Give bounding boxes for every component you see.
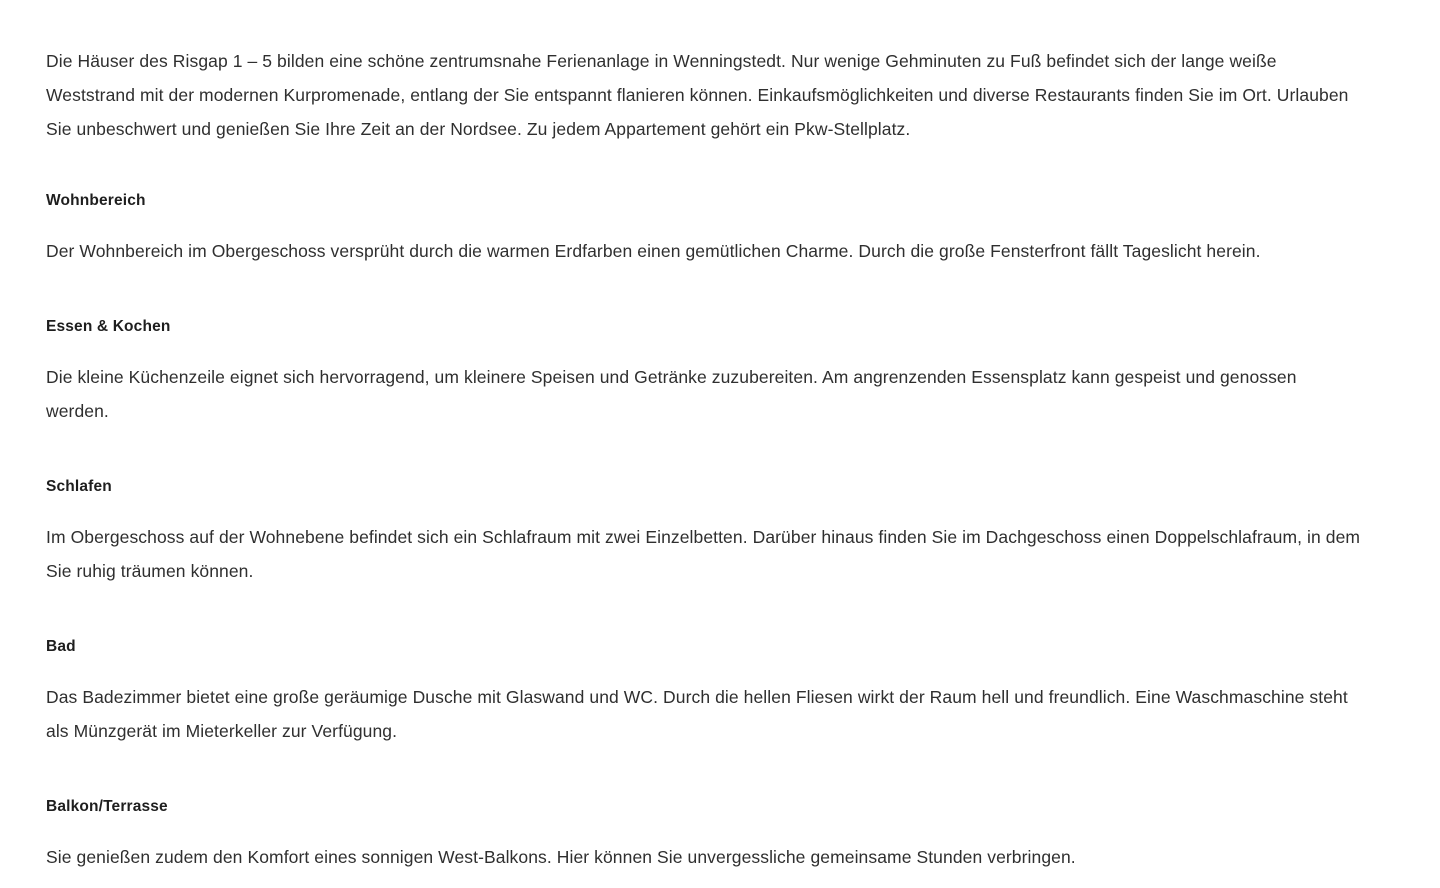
spacer-heading-essen-kochen (46, 338, 1366, 360)
spacer-heading-schlafen (46, 498, 1366, 520)
section-heading-wohnbereich: Wohnbereich (46, 192, 146, 209)
section-wohnbereich (46, 190, 1366, 268)
section-paragraph-balkon-terrasse: Sie genießen zudem den Komfort eines sonnigen West-Balkons. Hier können Sie unvergessliche gemeinsame Stunden verbringen. (46, 847, 1076, 867)
section-paragraph-bad: Das Badezimmer bietet eine große geräumige Dusche mit Glaswand und WC. Durch die hellen Fliesen wirkt der Raum hell und freundlich. Eine Waschmaschine steht als Münzgerät im Mieterkeller zur Verfügung. (46, 687, 1348, 741)
spacer-after-schlafen (46, 588, 1366, 636)
section-balkon-terrasse (46, 796, 1366, 874)
section-paragraph-schlafen: Im Obergeschoss auf der Wohnebene befindet sich ein Schlafraum mit zwei Einzelbetten. Darüber hinaus finden Sie im Dachgeschoss einen Doppelschlafraum, in dem Sie ruhig träumen können. (46, 527, 1361, 581)
spacer-after-bad (46, 748, 1366, 796)
spacer-after-essen-kochen (46, 428, 1366, 476)
spacer-heading-balkon-terrasse (46, 818, 1366, 840)
section-paragraph-essen-kochen: Die kleine Küchenzeile eignet sich hervorragend, um kleinere Speisen und Getränke zuzubereiten. Am angrenzenden Essensplatz kann gespeist und genossen werden. (46, 367, 1297, 421)
section-paragraph-wohnbereich: Der Wohnbereich im Obergeschoss versprüht durch die warmen Erdfarben einen gemütlichen Charme. Durch die große Fensterfront fällt Tageslicht herein. (46, 241, 1261, 261)
section-heading-essen-kochen: Essen & Kochen (46, 318, 171, 335)
section-schlafen (46, 476, 1366, 588)
section-heading-balkon-terrasse: Balkon/Terrasse (46, 798, 168, 815)
document-body (46, 44, 1366, 874)
section-heading-schlafen: Schlafen (46, 478, 112, 495)
section-heading-bad: Bad (46, 638, 76, 655)
spacer-after-wohnbereich (46, 268, 1366, 316)
intro-block (46, 44, 1366, 146)
spacer-heading-bad (46, 658, 1366, 680)
section-essen-kochen (46, 316, 1366, 428)
spacer-intro (46, 146, 1366, 190)
intro-paragraph: Die Häuser des Risgap 1 – 5 bilden eine schöne zentrumsnahe Ferienanlage in Wenningstedt. Nur wenige Gehminuten zu Fuß befindet sich der lange weiße Weststrand mit der modernen Kurpromenade, entlang der Sie entspannt flanieren können. Einkaufsmöglichkeiten und diverse Restaurants finden Sie im Ort. Urlauben Sie unbeschwert und genießen Sie Ihre Zeit an der Nordsee. Zu jedem Appartement gehört ein Pkw-Stellplatz. (46, 51, 1349, 139)
section-bad (46, 636, 1366, 748)
spacer-heading-wohnbereich (46, 212, 1366, 234)
